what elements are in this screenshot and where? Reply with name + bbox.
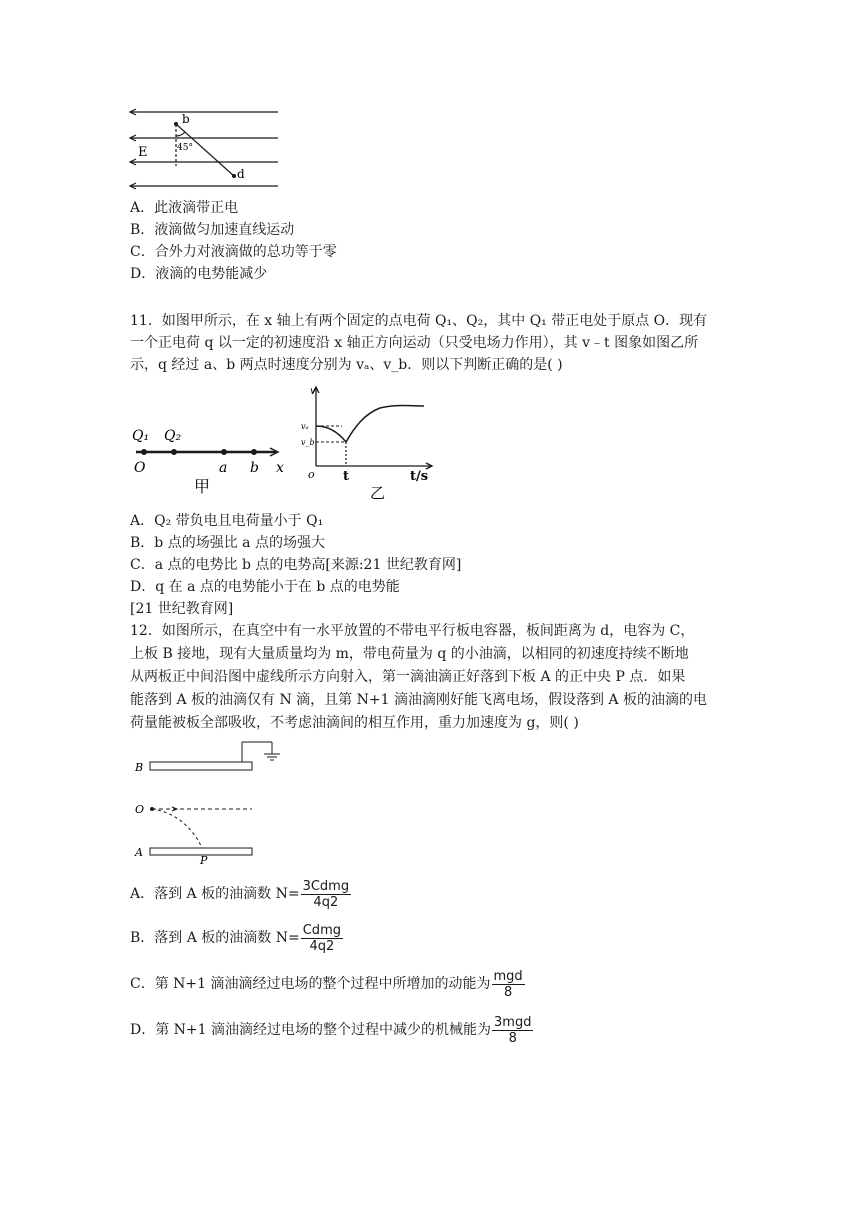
figure-q11-jia: [130, 420, 300, 500]
q11-option-b: B．b 点的场强比 a 点的场强大: [130, 535, 325, 551]
q12-stem-line: 上板 B 接地，现有大量质量均为 m，带电荷量为 q 的小油滴，以相同的初速度持续不断地: [130, 646, 689, 662]
angle-arc: [176, 132, 185, 136]
label-q1: Q₁: [132, 428, 150, 444]
q12-option-d: [130, 1012, 533, 1048]
q12-option-b: [130, 920, 343, 956]
q10-option-c: C．合外力对液滴做的总功等于零: [130, 244, 337, 260]
label-d: d: [237, 167, 245, 181]
label-o: O: [134, 460, 146, 476]
q11-stem-line: 示，q 经过 a、b 两点时速度分别为 vₐ、v_b．则以下判断正确的是( ): [130, 357, 563, 373]
label-e: E: [138, 145, 148, 160]
fraction: [492, 1015, 533, 1046]
figure-q12-capacitor: [130, 738, 290, 866]
q12-stem-line: 从两板正中间沿图中虚线所示方向射入，第一滴油滴正好落到下板 A 的正中央 P 点．如果: [130, 669, 686, 685]
q12-option-a: [130, 876, 351, 912]
point-b: [174, 122, 178, 126]
label-q2: Q₂: [164, 428, 182, 444]
figure-q10-field-lines: [128, 106, 280, 192]
q10-option-d: D．液滴的电势能减少: [130, 266, 268, 282]
figure-q11-yi: [300, 384, 440, 502]
label-vb: v_b: [301, 438, 315, 447]
numerator: 3Cdmg: [302, 878, 350, 894]
q12-stem-line: 12．如图所示，在真空中有一水平放置的不带电平行板电容器，板间距离为 d，电容为 C，: [130, 623, 695, 639]
denominator: 4q2: [313, 894, 339, 910]
fraction: [301, 923, 343, 954]
label-b: B: [135, 761, 144, 774]
point-o: [150, 807, 154, 811]
label-o: O: [135, 803, 145, 816]
caption-jia: 甲: [194, 477, 211, 496]
label-v: v: [310, 386, 316, 397]
point-b: [251, 449, 257, 455]
q11-source-note: [21 世纪教育网]: [130, 601, 234, 617]
v-t-curve: [316, 406, 424, 443]
label-x: x: [276, 460, 284, 476]
point-a: [221, 449, 227, 455]
option-text: A．落到 A 板的油滴数 N=: [130, 886, 300, 902]
q11-option-d: D．q 在 a 点的电势能小于在 b 点的电势能: [130, 579, 400, 595]
q11-stem-line: 11．如图甲所示，在 x 轴上有两个固定的点电荷 Q₁、Q₂，其中 Q₁ 带正电处于原点 O．现有: [130, 313, 708, 329]
denominator: 4q2: [309, 938, 335, 954]
q11-stem-line: 一个正电荷 q 以一定的初速度沿 x 轴正方向运动（只受电场力作用），其 v﹣t 图象如图乙所: [130, 335, 699, 351]
label-a: a: [219, 460, 228, 476]
option-text: B．落到 A 板的油滴数 N=: [130, 930, 300, 946]
q12-stem-line: 荷量能被板全部吸收，不考虑油滴间的相互作用，重力加速度为 g，则( ): [130, 715, 579, 731]
option-text: D．第 N+1 滴油滴经过电场的整个过程中减少的机械能为: [130, 1022, 492, 1038]
point-d: [232, 174, 236, 178]
caption-yi: 乙: [370, 484, 386, 502]
numerator: Cdmg: [302, 922, 341, 938]
denominator: 8: [508, 1030, 517, 1046]
label-b: b: [250, 460, 259, 476]
denominator: 8: [503, 984, 513, 1000]
label-p: P: [200, 854, 208, 866]
q12-option-c: [130, 966, 525, 1002]
q11-option-a: A．Q₂ 带负电且电荷量小于 Q₁: [130, 513, 324, 529]
q12-stem-line: 能落到 A 板的油滴仅有 N 滴，且第 N+1 滴油滴刚好能飞离电场，假设落到 A 板的油滴的电: [130, 692, 707, 708]
charge-q2: [171, 449, 177, 455]
fraction: [301, 879, 352, 910]
droplet-trajectory: [152, 809, 202, 848]
numerator: mgd: [493, 968, 523, 984]
q10-option-a: A．此液滴带正电: [130, 200, 239, 216]
plate-b: [150, 762, 252, 770]
label-t-s: t/s: [410, 469, 429, 484]
label-b: b: [182, 112, 190, 126]
q10-option-b: B．液滴做匀加速直线运动: [130, 222, 295, 238]
label-t: t: [343, 469, 350, 484]
charge-q1: [141, 449, 147, 455]
label-a: A: [135, 846, 143, 859]
option-text: C．第 N+1 滴油滴经过电场的整个过程中所增加的动能为: [130, 976, 491, 992]
angle-label: 45°: [177, 143, 193, 153]
fraction: [492, 969, 525, 1000]
label-o: o: [308, 468, 315, 481]
label-va: vₐ: [301, 422, 309, 431]
q11-option-c: C．a 点的电势比 b 点的电势高[来源:21 世纪教育网]: [130, 557, 462, 573]
numerator: 3mgd: [494, 1014, 532, 1030]
